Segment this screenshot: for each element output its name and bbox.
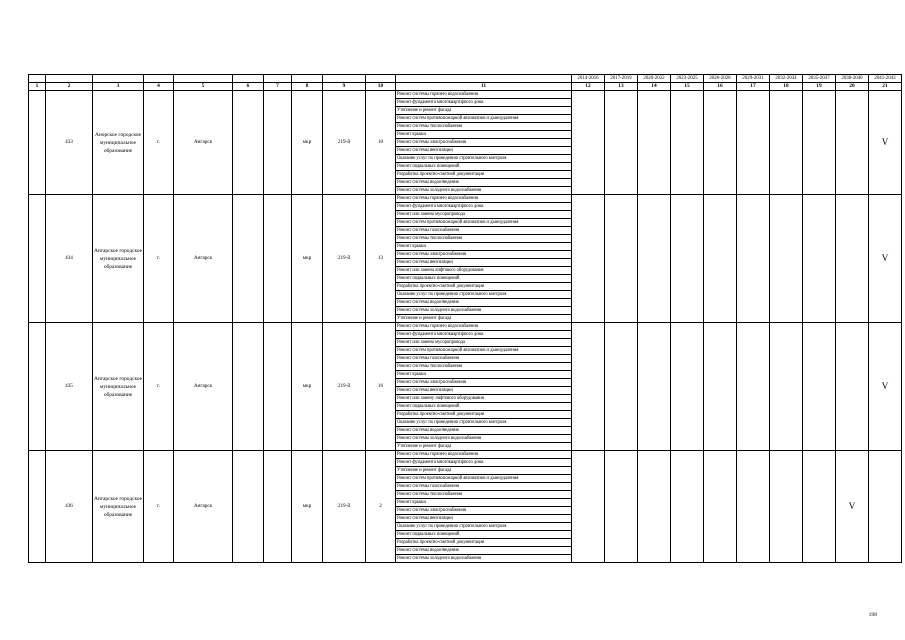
period-header-row — [29, 75, 902, 83]
column-number: 2 — [46, 83, 93, 91]
period-mark: V — [869, 195, 902, 323]
work-item: Утепление и ремонт фасада — [396, 315, 572, 323]
work-item: Ремонт или замена лифтового оборудования — [396, 267, 572, 275]
period-cell — [704, 451, 737, 563]
work-item: Ремонт системы горячего водоснабжения — [396, 195, 572, 203]
work-item: Ремонт системы электроснабжения — [396, 507, 572, 515]
work-item: Ремонт системы теплоснабжения — [396, 235, 572, 243]
period-cell — [572, 451, 605, 563]
work-item: Разработка проектно-сметной документации — [396, 171, 572, 179]
street-type: мкр — [292, 451, 323, 563]
work-item: Ремонт крыши — [396, 499, 572, 507]
column-number: 1 — [29, 83, 46, 91]
page-number: 198 — [868, 612, 877, 618]
work-item: Ремонт системы вентиляции — [396, 515, 572, 523]
work-count: 10 — [366, 91, 396, 195]
period-header: 2014-2016 — [572, 75, 605, 83]
period-cell — [638, 451, 671, 563]
settlement-type: г. — [144, 91, 174, 195]
work-item: Ремонт системы горячего водоснабжения — [396, 91, 572, 99]
empty-cell — [264, 91, 292, 195]
work-item: Оказание услуг по проведению строительного контроля — [396, 523, 572, 531]
empty-cell — [29, 451, 46, 563]
work-item: Ремонт подвальных помещений — [396, 403, 572, 411]
work-item: Ремонт или замена мусоропровода — [396, 211, 572, 219]
column-number: 6 — [233, 83, 264, 91]
work-item: Ремонт системы электроснабжения — [396, 139, 572, 147]
column-number: 20 — [836, 83, 869, 91]
period-cell — [671, 195, 704, 323]
period-cell — [671, 323, 704, 451]
period-cell — [605, 451, 638, 563]
work-item: Ремонт системы холодного водоснабжения — [396, 307, 572, 315]
work-item: Ремонт системы водоотведения — [396, 427, 572, 435]
work-count: 16 — [366, 323, 396, 451]
work-item: Ремонт крыши — [396, 371, 572, 379]
period-cell — [770, 451, 803, 563]
empty-header-cell — [264, 75, 292, 83]
work-item: Ремонт фундамента многоквартирного дома — [396, 459, 572, 467]
work-item: Ремонт системы холодного водоснабжения — [396, 435, 572, 443]
work-item: Оказание услуг по проведению строительного контроля — [396, 419, 572, 427]
settlement-type: г. — [144, 323, 174, 451]
work-item: Ремонт системы теплоснабжения — [396, 123, 572, 131]
empty-cell — [233, 323, 264, 451]
table-row — [29, 451, 902, 459]
empty-cell — [233, 451, 264, 563]
period-cell — [704, 195, 737, 323]
record-number: 435 — [46, 323, 93, 451]
column-number: 19 — [803, 83, 836, 91]
empty-header-cell — [174, 75, 233, 83]
period-cell — [572, 91, 605, 195]
work-item: Ремонт фундамента многоквартирного дома — [396, 99, 572, 107]
column-number: 5 — [174, 83, 233, 91]
empty-cell — [29, 91, 46, 195]
work-item: Оказание услуг по проведению строительного контроля — [396, 155, 572, 163]
column-number: 10 — [366, 83, 396, 91]
work-item: Ремонт системы горячего водоснабжения — [396, 451, 572, 459]
period-cell — [737, 323, 770, 451]
period-header: 2038-2040 — [836, 75, 869, 83]
period-cell — [638, 91, 671, 195]
street-type: мкр — [292, 91, 323, 195]
period-cell — [770, 195, 803, 323]
work-item: Ремонт системы холодного водоснабжения — [396, 187, 572, 195]
column-number: 4 — [144, 83, 174, 91]
house-number: 219-й — [323, 451, 366, 563]
empty-cell — [264, 451, 292, 563]
empty-header-cell — [93, 75, 144, 83]
work-item: Ремонт подвальных помещений — [396, 163, 572, 171]
settlement-name: Ангарск — [174, 91, 233, 195]
column-number: 21 — [869, 83, 902, 91]
period-cell — [836, 323, 869, 451]
work-item: Ремонт систем противопожарной автоматики и дымоудаления — [396, 475, 572, 483]
period-cell — [770, 91, 803, 195]
period-mark: V — [836, 451, 869, 563]
period-cell — [704, 323, 737, 451]
municipality: Анорское городское муниципальное образование — [93, 91, 144, 195]
empty-header-cell — [233, 75, 264, 83]
record-number: 433 — [46, 91, 93, 195]
work-item: Ремонт крыши — [396, 131, 572, 139]
period-cell — [803, 323, 836, 451]
column-number: 11 — [396, 83, 572, 91]
period-header: 2026-2028 — [704, 75, 737, 83]
work-item: Ремонт системы теплоснабжения — [396, 491, 572, 499]
empty-header-cell — [366, 75, 396, 83]
period-cell — [638, 195, 671, 323]
house-number: 219-й — [323, 91, 366, 195]
work-item: Ремонт системы вентиляции — [396, 259, 572, 267]
period-cell — [803, 195, 836, 323]
column-number: 3 — [93, 83, 144, 91]
work-item: Ремонт системы холодного водоснабжения — [396, 555, 572, 563]
empty-cell — [233, 195, 264, 323]
house-number: 219-й — [323, 195, 366, 323]
work-item: Ремонт системы водоотведения — [396, 179, 572, 187]
empty-cell — [233, 91, 264, 195]
period-cell — [704, 91, 737, 195]
period-cell — [605, 91, 638, 195]
column-number: 16 — [704, 83, 737, 91]
period-header: 2020-2022 — [638, 75, 671, 83]
column-number: 17 — [737, 83, 770, 91]
work-item: Ремонт систем противопожарной автоматики и дымоудаления — [396, 115, 572, 123]
period-header: 2029-2031 — [737, 75, 770, 83]
column-number: 8 — [292, 83, 323, 91]
work-item: Оказание услуг по проведению строительного контроля — [396, 291, 572, 299]
house-number: 219-й — [323, 323, 366, 451]
column-number: 9 — [323, 83, 366, 91]
period-mark: V — [869, 91, 902, 195]
work-item: Ремонт подвальных помещений — [396, 531, 572, 539]
work-item: Разработка проектно-сметной документации — [396, 539, 572, 547]
register-document — [28, 74, 902, 563]
period-mark: V — [869, 323, 902, 451]
period-cell — [869, 451, 902, 563]
column-number: 7 — [264, 83, 292, 91]
capital-repair-schedule-table — [28, 74, 902, 563]
period-cell — [803, 91, 836, 195]
column-number: 14 — [638, 83, 671, 91]
period-header: 2023-2025 — [671, 75, 704, 83]
work-item: Ремонт фундамента многоквартирного дома — [396, 331, 572, 339]
municipality: Ангарское городское муниципальное образование — [93, 195, 144, 323]
work-item: Ремонт подвальных помещений — [396, 275, 572, 283]
column-number: 15 — [671, 83, 704, 91]
work-item: Ремонт системы газоснабжения — [396, 227, 572, 235]
work-item: Ремонт систем противопожарной автоматики и дымоудаления — [396, 219, 572, 227]
table-row — [29, 91, 902, 99]
work-item: Ремонт системы электроснабжения — [396, 379, 572, 387]
period-header: 2041-2043 — [869, 75, 902, 83]
work-item: Ремонт системы газоснабжения — [396, 483, 572, 491]
record-number: 436 — [46, 451, 93, 563]
empty-header-cell — [396, 75, 572, 83]
column-number: 18 — [770, 83, 803, 91]
column-number-row — [29, 83, 902, 91]
period-cell — [836, 195, 869, 323]
street-type: мкр — [292, 323, 323, 451]
table-row — [29, 323, 902, 331]
period-cell — [803, 451, 836, 563]
settlement-name: Ангарск — [174, 323, 233, 451]
empty-header-cell — [144, 75, 174, 83]
column-number: 12 — [572, 83, 605, 91]
empty-cell — [264, 195, 292, 323]
column-number: 13 — [605, 83, 638, 91]
period-cell — [572, 323, 605, 451]
period-cell — [572, 195, 605, 323]
empty-cell — [264, 323, 292, 451]
settlement-type: г. — [144, 451, 174, 563]
municipality: Ангарское городское муниципальное образование — [93, 323, 144, 451]
record-number: 434 — [46, 195, 93, 323]
period-cell — [671, 91, 704, 195]
period-cell — [770, 323, 803, 451]
work-item: Ремонт или замену лифтового оборудования — [396, 395, 572, 403]
street-type: мкр — [292, 195, 323, 323]
work-item: Ремонт системы горячего водоснабжения — [396, 323, 572, 331]
period-cell — [605, 195, 638, 323]
empty-header-cell — [29, 75, 46, 83]
work-item: Ремонт системы электроснабжения — [396, 251, 572, 259]
work-item: Ремонт системы водоотведения — [396, 547, 572, 555]
work-item: Ремонт системы вентиляции — [396, 147, 572, 155]
period-cell — [638, 323, 671, 451]
empty-cell — [29, 195, 46, 323]
work-item: Ремонт системы теплоснабжения — [396, 363, 572, 371]
period-cell — [836, 91, 869, 195]
work-item: Утепление и ремонт фасада — [396, 443, 572, 451]
work-item: Ремонт систем противопожарной автоматики и дымоудаления — [396, 347, 572, 355]
period-cell — [737, 195, 770, 323]
work-count: 13 — [366, 195, 396, 323]
empty-header-cell — [323, 75, 366, 83]
municipality: Ангарское городское муниципальное образование — [93, 451, 144, 563]
settlement-name: Ангарск — [174, 195, 233, 323]
empty-cell — [29, 323, 46, 451]
period-cell — [671, 451, 704, 563]
work-item: Ремонт системы газоснабжения — [396, 355, 572, 363]
period-header: 2035-2037 — [803, 75, 836, 83]
period-cell — [737, 91, 770, 195]
table-row — [29, 195, 902, 203]
work-item: Ремонт крыши — [396, 243, 572, 251]
work-item: Ремонт фундамента многоквартирного дома — [396, 203, 572, 211]
work-item: Утепление и ремонт фасада — [396, 467, 572, 475]
empty-header-cell — [292, 75, 323, 83]
work-item: Разработка проектно-сметной документации — [396, 411, 572, 419]
period-header: 2032-2034 — [770, 75, 803, 83]
work-item: Ремонт системы вентиляции — [396, 387, 572, 395]
empty-header-cell — [46, 75, 93, 83]
period-cell — [605, 323, 638, 451]
work-item: Ремонт системы водоотведения — [396, 299, 572, 307]
period-cell — [737, 451, 770, 563]
period-header: 2017-2019 — [605, 75, 638, 83]
work-item: Утепление и ремонт фасада — [396, 107, 572, 115]
work-item: Разработка проектно-сметной документации — [396, 283, 572, 291]
work-item: Ремонт или замена мусоропровода — [396, 339, 572, 347]
work-count: 2 — [366, 451, 396, 563]
settlement-name: Ангарск — [174, 451, 233, 563]
settlement-type: г. — [144, 195, 174, 323]
